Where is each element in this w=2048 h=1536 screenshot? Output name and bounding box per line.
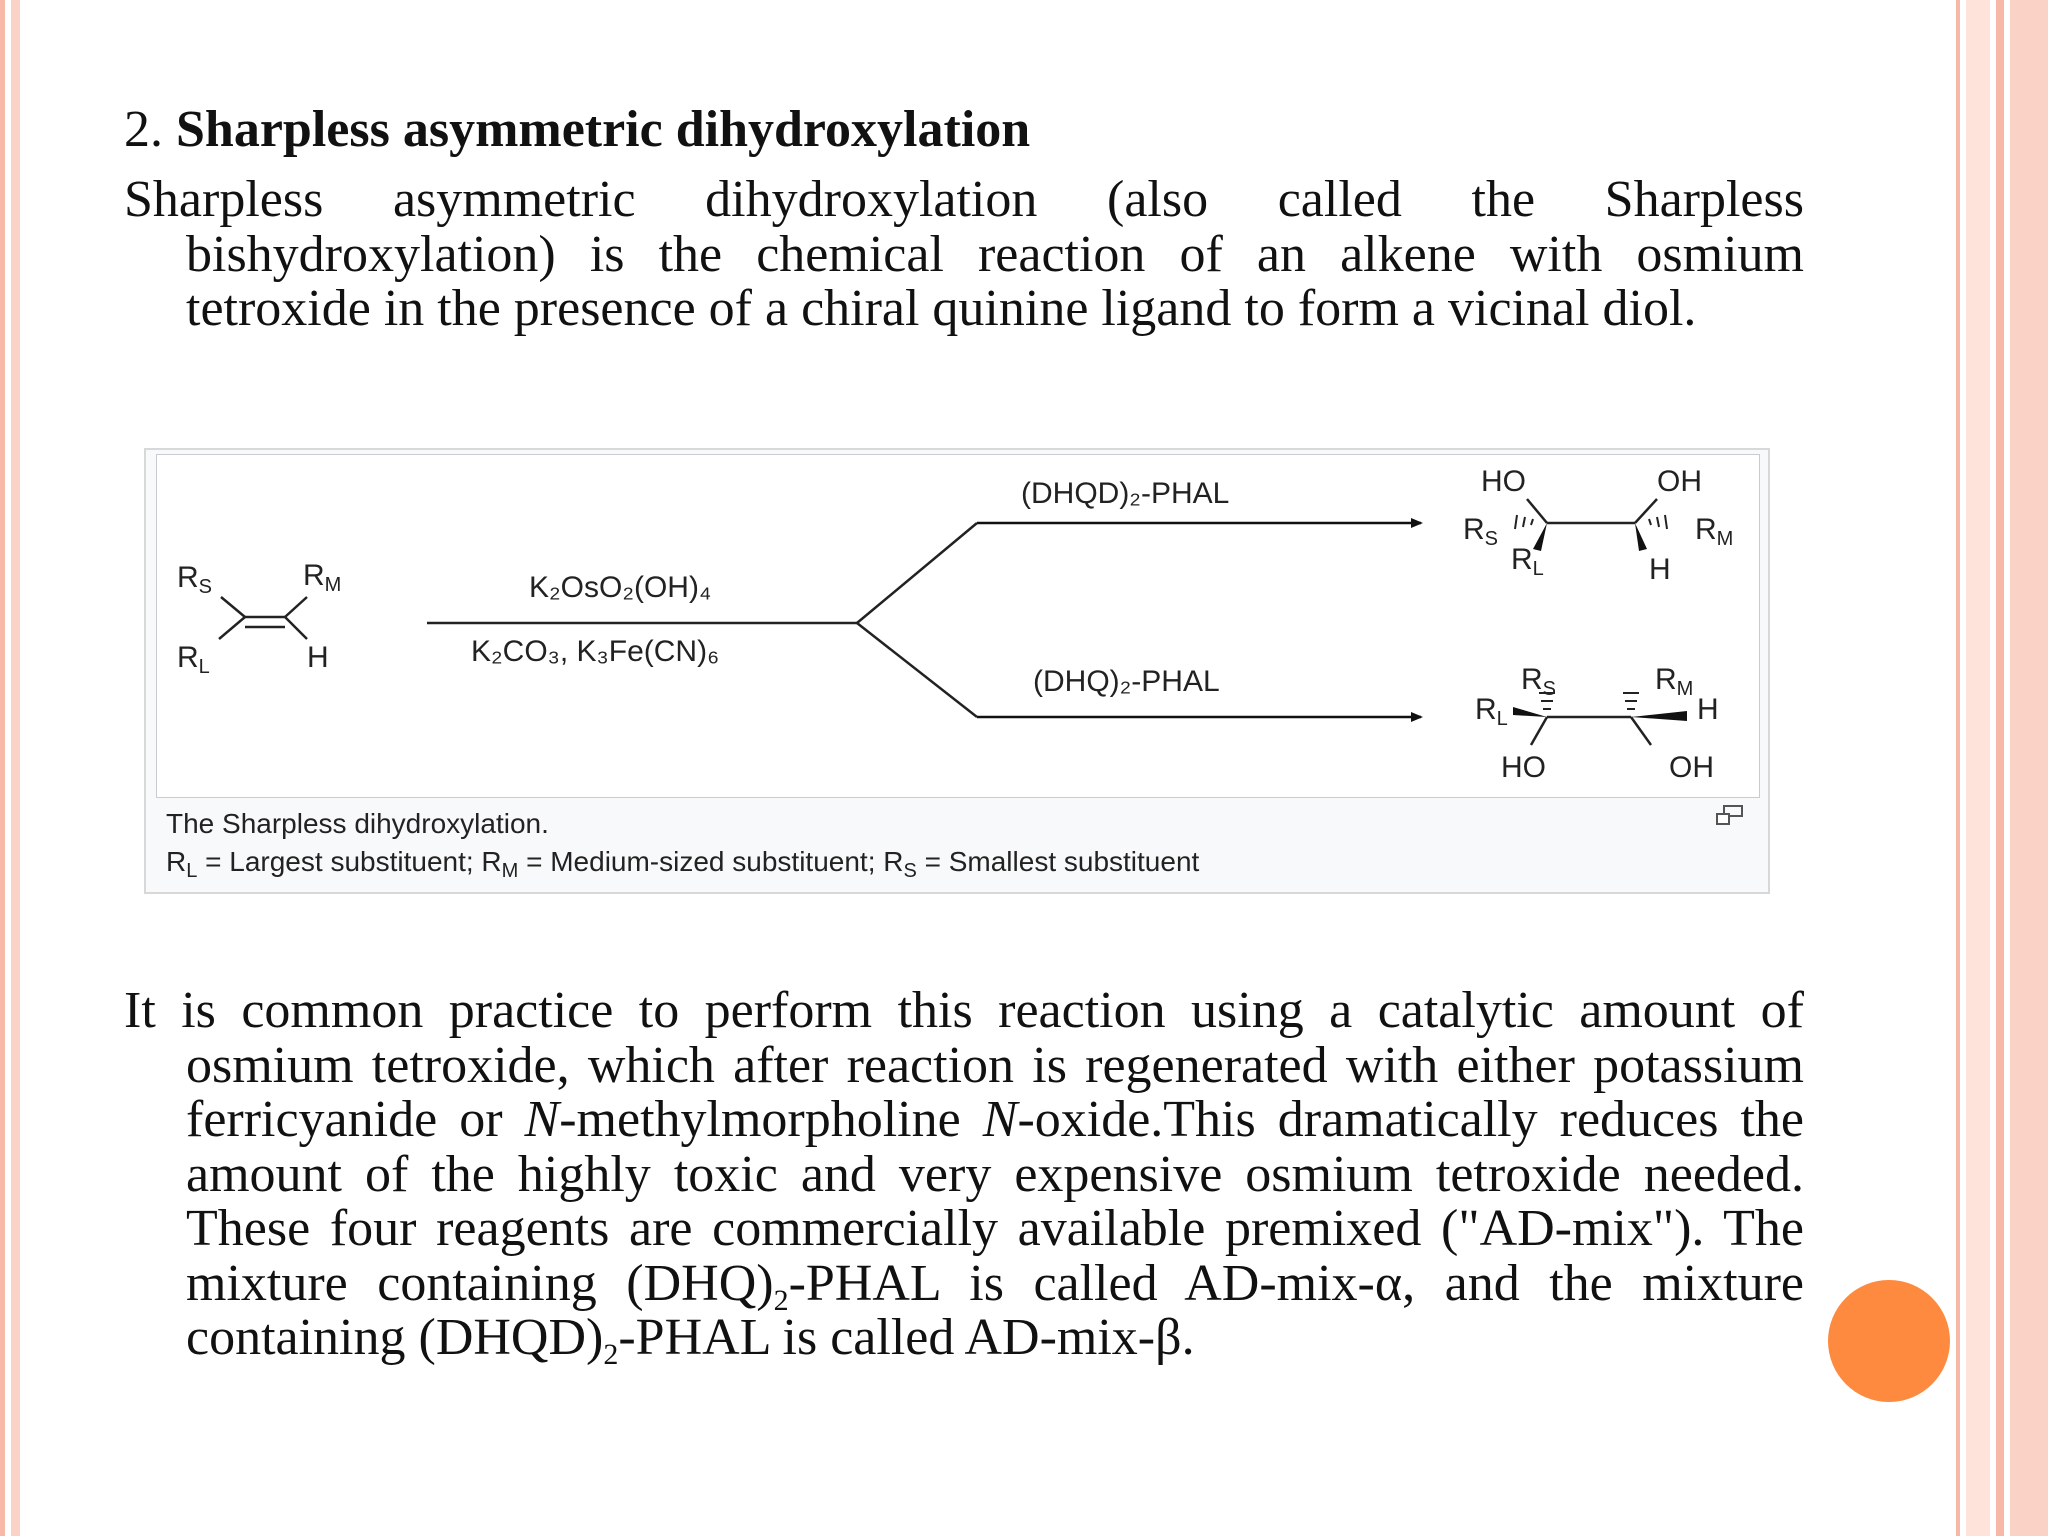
left-border-stripe [11, 0, 20, 1536]
alkene-sub-large: $R_L$ [177, 641, 210, 678]
bond-line [219, 617, 245, 639]
branch-line-bottom [857, 623, 977, 717]
reagent-top-label: K₂OsO₂(OH)₄ [529, 571, 712, 604]
right-decorative-border [1956, 0, 2048, 1536]
product-bottom-oh: OH [1669, 751, 1714, 784]
intro-paragraph: Sharpless asymmetric dihydroxylation (also called the Sharpless bishydroxylation) is the chemical reaction of an alkene with osmium tetroxide in the presence of a chiral quinine ligand to form a vicinal diol. [124, 171, 1804, 337]
heading-title: Sharpless asymmetric dihydroxylation [176, 101, 1031, 158]
product-top-oh: OH [1657, 465, 1702, 498]
bond-line [1631, 717, 1651, 745]
bond-line [285, 617, 307, 639]
wedge-bond [1533, 523, 1547, 551]
reagent-bottom-label: K₂CO₃, K₃Fe(CN)₆ [471, 635, 720, 668]
right-border-stripe [1966, 0, 1990, 1536]
figure-caption-title: The Sharpless dihydroxylation. [166, 808, 549, 839]
right-border-stripe [1956, 0, 1960, 1536]
product-top-rs: $R_S$ [1463, 513, 1499, 550]
figure-caption-legend: $R_L$ = Largest substituent; $R_M$ = Medium-sized substituent; $R_S$ = Smallest substituent [166, 846, 1200, 882]
product-top-h: H [1649, 553, 1671, 586]
bond-line [1527, 499, 1547, 523]
alkene-sub-small: $R_S$ [177, 561, 213, 598]
reaction-scheme-svg [157, 455, 1759, 797]
ligand-bottom-label: (DHQ)₂-PHAL [1033, 665, 1220, 698]
alkene-hydrogen: H [307, 641, 329, 674]
product-bottom-rs: $R_S$ [1521, 663, 1557, 700]
left-decorative-border [0, 0, 26, 1536]
product-bottom-rl: $R_L$ [1475, 693, 1508, 730]
branch-line-top [857, 523, 977, 623]
wedge-bond [1513, 707, 1547, 717]
reaction-scheme-image[interactable] [156, 454, 1760, 798]
reaction-figure [144, 448, 1770, 894]
bond-line [285, 597, 307, 617]
alkene-sub-medium: $R_M$ [303, 559, 342, 596]
bond-line [1531, 717, 1547, 745]
product-bottom-rm: $R_M$ [1655, 663, 1694, 700]
wedge-bond [1631, 711, 1687, 721]
product-bottom-h: H [1697, 693, 1719, 726]
decorative-orange-circle [1828, 1280, 1950, 1402]
left-border-stripe [0, 0, 5, 1536]
heading-number: 2. [124, 101, 163, 158]
product-bottom-ho: HO [1501, 751, 1546, 784]
product-top-rl: $R_L$ [1511, 543, 1544, 580]
slide-heading [124, 100, 1804, 160]
product-top-rm: $R_M$ [1695, 513, 1734, 550]
right-border-stripe [1996, 0, 2004, 1536]
admix-paragraph: It is common practice to perform this reaction using a catalytic amount of osmium tetroxide, which after reaction is regenerated with either potassium ferricyanide or N-methylmorpholine N-oxide.This dramatically reduces the amount of the highly toxic and very expensive osmium tetroxide needed. These four reagents are commercially available premixed ("AD-mix"). The mixture containing $(DHQ)_2$-PHAL is called AD-mix-α, and the mixture containing $(DHQD)_2$-PHAL is called AD-mix-β. [124, 982, 1805, 1371]
product-top-ho: HO [1481, 465, 1526, 498]
bond-line [1635, 499, 1657, 523]
enlarge-icon[interactable] [1714, 804, 1746, 828]
ligand-top-label: (DHQD)₂-PHAL [1021, 477, 1230, 510]
bond-line [221, 597, 245, 617]
wedge-bond [1635, 523, 1647, 551]
right-border-stripe [2010, 0, 2048, 1536]
